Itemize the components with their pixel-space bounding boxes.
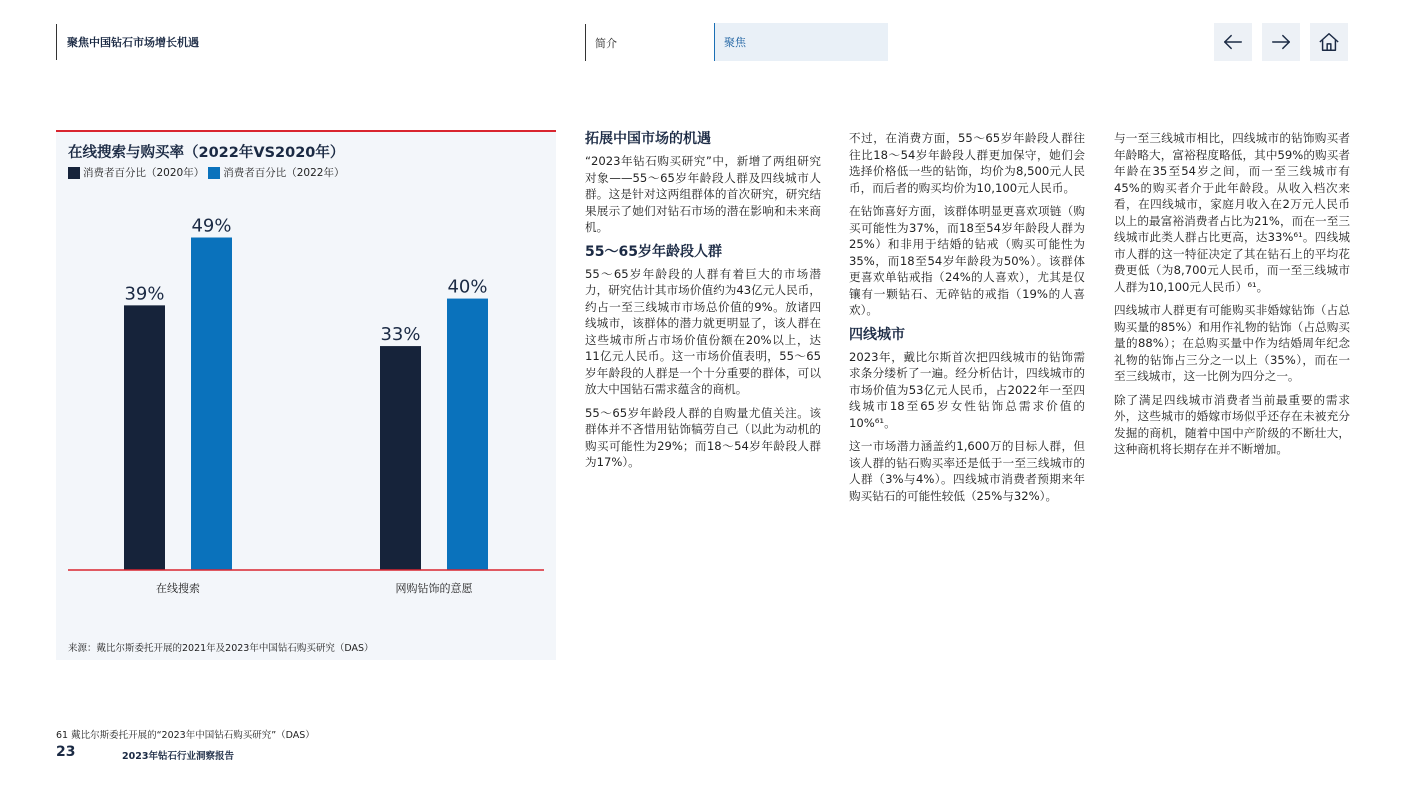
data-label-1-1: 40% <box>447 276 488 298</box>
paragraph: 这一市场潜力涵盖约1,600万的目标人群，但该人群的钻石购买率还是低于一至三线城市的人群（3%与4%）。四线城市消费者预期来年购买钻石的可能性较低（25%与32%）。 <box>849 439 1085 503</box>
subheading-tier4-cities: 四线城市 <box>849 326 905 343</box>
next-page-button[interactable] <box>1262 23 1300 61</box>
bar-0-1 <box>191 238 232 571</box>
chart-panel <box>56 130 556 660</box>
paragraph: 不过，在消费方面，55～65岁年龄段人群往往比18～54岁年龄段人群更加保守，她们会选择价格低一些的钻饰，均价为8,500元人民币，而后者的购买均价为10,100元人民币。 <box>849 131 1085 195</box>
bar-chart <box>56 132 556 662</box>
previous-page-button[interactable] <box>1214 23 1252 61</box>
paragraph: 与一至三线城市相比，四线城市的钻饰购买者年龄略大，富裕程度略低，其中59%的购买者年龄在35至54岁之间，而一至三线城市有45%的购买者介于此年龄段。从收入档次来看，在四线城市，家庭月收入在2万元人民币以上的最富裕消费者占比为21%，而在一至三线城市此类人群占比更高，达33%⁶¹。四线城市人群的这一特征决定了其在钻石上的平均花费更低（为8,700元人民币，而一至三线城市人群为10,100元人民币）⁶¹。 <box>1114 131 1350 294</box>
paragraph: “2023年钻石购买研究”中，新增了两组研究对象——55～65岁年龄段人群及四线城市人群。这是针对这两组群体的首次研究，研究结果展示了她们对钻石市场的潜在影响和未来商机。 <box>585 154 821 234</box>
paragraph: 在钻饰喜好方面，该群体明显更喜欢项链（购买可能性为37%，而18至54岁年龄段人群为25%）和非用于结婚的钻戒（购买可能性为35%，而18至54岁年龄段为50%）。该群体更喜欢单钻戒指（24%的人喜欢），尤其是仅镶有一颗钻石、无碎钻的戒指（19%的人喜欢）。 <box>849 204 1085 317</box>
legend-swatch-2020 <box>68 167 80 179</box>
home-icon <box>1318 31 1340 53</box>
paragraph: 除了满足四线城市消费者当前最重要的需求外，这些城市的婚嫁市场似乎还存在未被充分发掘的商机，随着中国中产阶级的不断壮大，这种商机将长期存在并不断增加。 <box>1114 392 1350 456</box>
data-label-1-0: 33% <box>380 324 421 346</box>
legend-item-2020 <box>68 165 204 180</box>
home-button[interactable] <box>1310 23 1348 61</box>
data-label-0-0: 39% <box>124 283 165 305</box>
category-label-0: 在线搜索 <box>156 582 200 595</box>
legend-item-2022 <box>208 165 344 180</box>
legend-swatch-2022 <box>208 167 220 179</box>
category-label-1: 网购钻饰的意愿 <box>395 582 473 595</box>
text-column-3 <box>1114 130 1350 465</box>
legend-label-2020: 消费者百分比（2020年） <box>83 167 205 179</box>
arrow-right-icon <box>1270 31 1292 53</box>
footnote: 61 戴比尔斯委托开展的“2023年中国钻石购买研究”（DAS） <box>56 730 315 741</box>
chart-title: 在线搜索与购买率（2022年VS2020年） <box>68 145 345 161</box>
paragraph: 55～65岁年龄段的人群有着巨大的市场潜力，研究估计其市场价值约为43亿元人民币，约占一至三线城市市场总价值的9%。放诸四线城市，该群体的潜力就更明显了，该人群在这些城市所占市场价值份额在20%以上，达11亿元人民币。这一市场价值表明，55～65岁年龄段的人群是一个十分重要的群体，可以放大中国钻石需求蕴含的商机。 <box>585 266 821 396</box>
text-column-2 <box>849 130 1085 511</box>
tab-focus[interactable]: 聚焦 <box>714 23 888 61</box>
paragraph: 2023年，戴比尔斯首次把四线城市的钻饰需求条分缕析了一遍。经分析估计，四线城市的市场价值为53亿元人民币，占2022年一至四线城市18至65岁女性钻饰总需求价值的10%⁶¹。 <box>849 349 1085 430</box>
arrow-left-icon <box>1222 31 1244 53</box>
legend-label-2022: 消费者百分比（2022年） <box>223 167 345 179</box>
chart-source: 来源：戴比尔斯委托开展的2021年及2023年中国钻石购买研究（DAS） <box>68 643 374 654</box>
bar-0-0 <box>124 305 165 570</box>
subheading-age-55-65: 55～65岁年龄段人群 <box>585 243 722 260</box>
section-title: 聚焦中国钻石市场增长机遇 <box>56 24 199 60</box>
bar-1-0 <box>380 346 421 570</box>
bar-1-1 <box>447 299 488 570</box>
report-name: 2023年钻石行业洞察报告 <box>122 751 234 762</box>
chart-legend <box>68 165 348 180</box>
tab-intro[interactable]: 简介 <box>585 24 713 61</box>
data-label-0-1: 49% <box>191 215 232 237</box>
section-heading-opportunities: 拓展中国市场的机遇 <box>585 131 711 147</box>
page-number: 23 <box>56 744 76 760</box>
paragraph: 四线城市人群更有可能购买非婚嫁钻饰（占总购买量的85%）和用作礼物的钻饰（占总购买量的88%）；在总购买量中作为结婚周年纪念礼物的钻饰占三分之一以上（35%），而在一至三线城市，这一比例为四分之一。 <box>1114 303 1350 383</box>
paragraph: 55～65岁年龄段人群的自购量尤值关注。该群体并不吝惜用钻饰犒劳自己（以此为动机的购买可能性为29%；而18～54岁年龄段人群为17%）。 <box>585 405 821 469</box>
text-column-1 <box>585 130 821 478</box>
